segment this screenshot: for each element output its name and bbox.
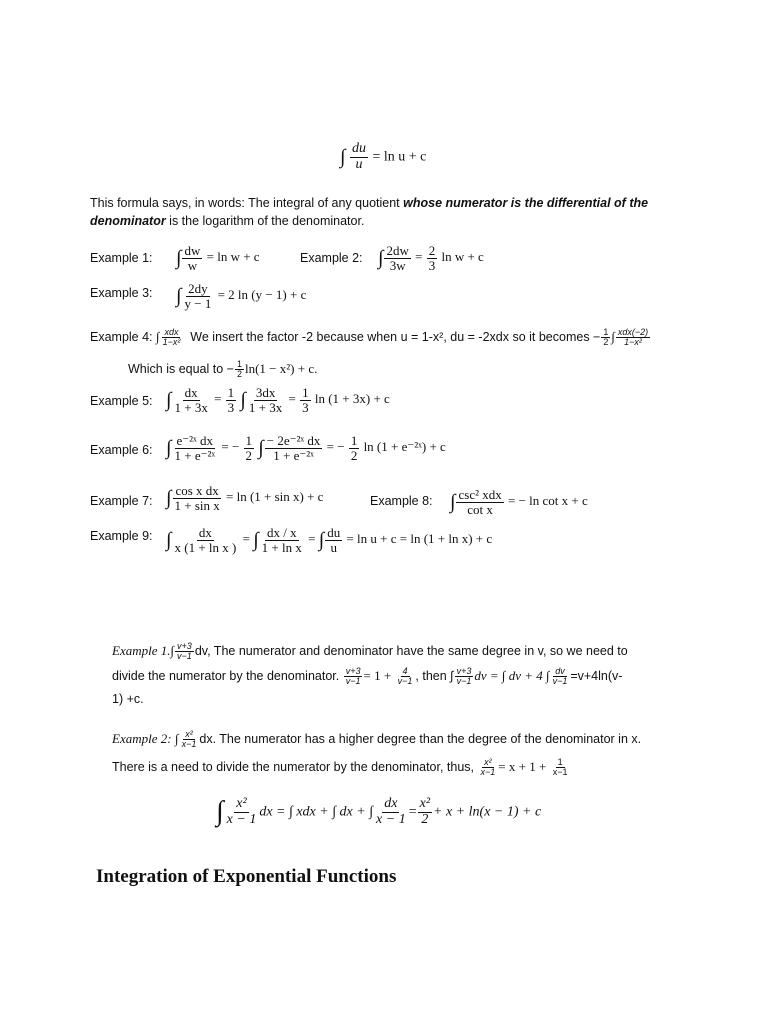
example-2-label: Example 2:: [300, 251, 363, 265]
fraction: $\frac{du}{u}$: [351, 141, 366, 172]
formula-rhs: = ln u + c: [372, 149, 427, 165]
example-3-equation: ∫ $\frac{2dy}{y - 1}$ = 2 ln (y − 1) + c: [176, 281, 307, 311]
example-5-label: Example 5:: [90, 394, 153, 408]
example-9-equation: ∫ $\frac{dx}{\text{x (1 + ln x )}}$ = ∫ $\frac{dx / x}{\text{1 + ln x}}$ = ∫ $\frac{du}{u}$ = ln u + c = ln (1 + ln x) + c: [166, 525, 493, 555]
rational-example-1-line3: 1) +c.: [112, 692, 144, 706]
example-4-line2: Which is equal to − $\frac{1}{2}$ ln(1 − x²) + c.: [128, 359, 318, 380]
section-heading: Integration of Exponential Functions: [96, 866, 397, 887]
integral-sign: ∫: [340, 146, 346, 169]
example-7-label: Example 7:: [90, 494, 153, 508]
rational-example-2-line2: There is a need to divide the numerator by the denominator, thus, $\frac{\text{x²}}{x-1}$ = x + 1 + $\frac{1}{x-1}$: [112, 757, 568, 778]
example-2-equation: ∫ $\frac{2dw}{3w}$ = $\frac{2}{3}$ ln w + c: [378, 243, 484, 273]
intro-paragraph-line2: denominator is the logarithm of the denominator.: [90, 214, 365, 228]
big-equation: ∫ $\frac{\text{x²}}{x - 1}$ dx = ∫ xdx + ∫ dx + ∫ $\frac{dx}{x - 1}$ = $\frac{\text{x²}}{2}$ + x + ln(x − 1) + c: [216, 796, 542, 828]
rational-example-2-line1: Example 2: ∫ $\frac{\text{x²}}{x-1}$ dx. The numerator has a higher degree than the degree of the denominator in x.: [112, 729, 642, 750]
rational-example-1-line2: divide the numerator by the denominator. $\frac{v+3}{v-1}$ = 1 + $\frac{4}{v-1}$ , then ∫ $\frac{v+3}{v-1}$ dv = ∫ dv + 4 ∫ $\frac{dv}{v-1}$ =v+4ln(v-: [112, 666, 623, 687]
example-4-line1: Example 4: ∫ $\frac{\text{xdx}}{\text{1−x²}}$ We insert the factor -2 because when u = 1-x², du = -2xdx so it becomes − $\frac{1}{2}$ ∫ $\frac{\text{xdx(−2)}}{\text{1−x²}}$: [90, 327, 649, 348]
example-6-equation: ∫ $\frac{\text{e⁻²ˣ dx}}{\text{1 + e⁻²ˣ}}$ = − $\frac{1}{2}$ ∫ $\frac{\text{− 2e⁻²ˣ dx}}{\text{1 + e⁻²ˣ}}$ = − $\frac{1}{2}$ ln (1 + e⁻²ˣ) + c: [166, 433, 446, 463]
example-1-label: Example 1:: [90, 251, 153, 265]
example-6-label: Example 6:: [90, 443, 153, 457]
example-9-label: Example 9:: [90, 529, 153, 543]
example-3-label: Example 3:: [90, 286, 153, 300]
example-5-equation: ∫ $\frac{dx}{1 + 3x}$ = $\frac{1}{3}$ ∫ $\frac{3dx}{1 + 3x}$ = $\frac{1}{3}$ ln (1 + 3x) + c: [166, 385, 390, 415]
intro-paragraph: This formula says, in words: The integral of any quotient whose numerator is the differential of the: [90, 196, 649, 210]
formula-top: [340, 142, 426, 172]
rational-example-1-line1: Example 1.∫ $\frac{v+3}{v-1}$ dv, The numerator and denominator have the same degree in v, so we need to: [112, 641, 628, 662]
example-8-equation: ∫ $\frac{\text{csc² xdx}}{\text{cot x}}$ = − ln cot x + c: [450, 487, 588, 517]
example-1-equation: ∫ $\frac{dw}{w}$ = ln w + c: [176, 243, 260, 273]
example-8-label: Example 8:: [370, 494, 433, 508]
example-7-equation: ∫ $\frac{\text{cos x dx}}{\text{1 + sin x}}$ = ln (1 + sin x) + c: [166, 483, 324, 513]
